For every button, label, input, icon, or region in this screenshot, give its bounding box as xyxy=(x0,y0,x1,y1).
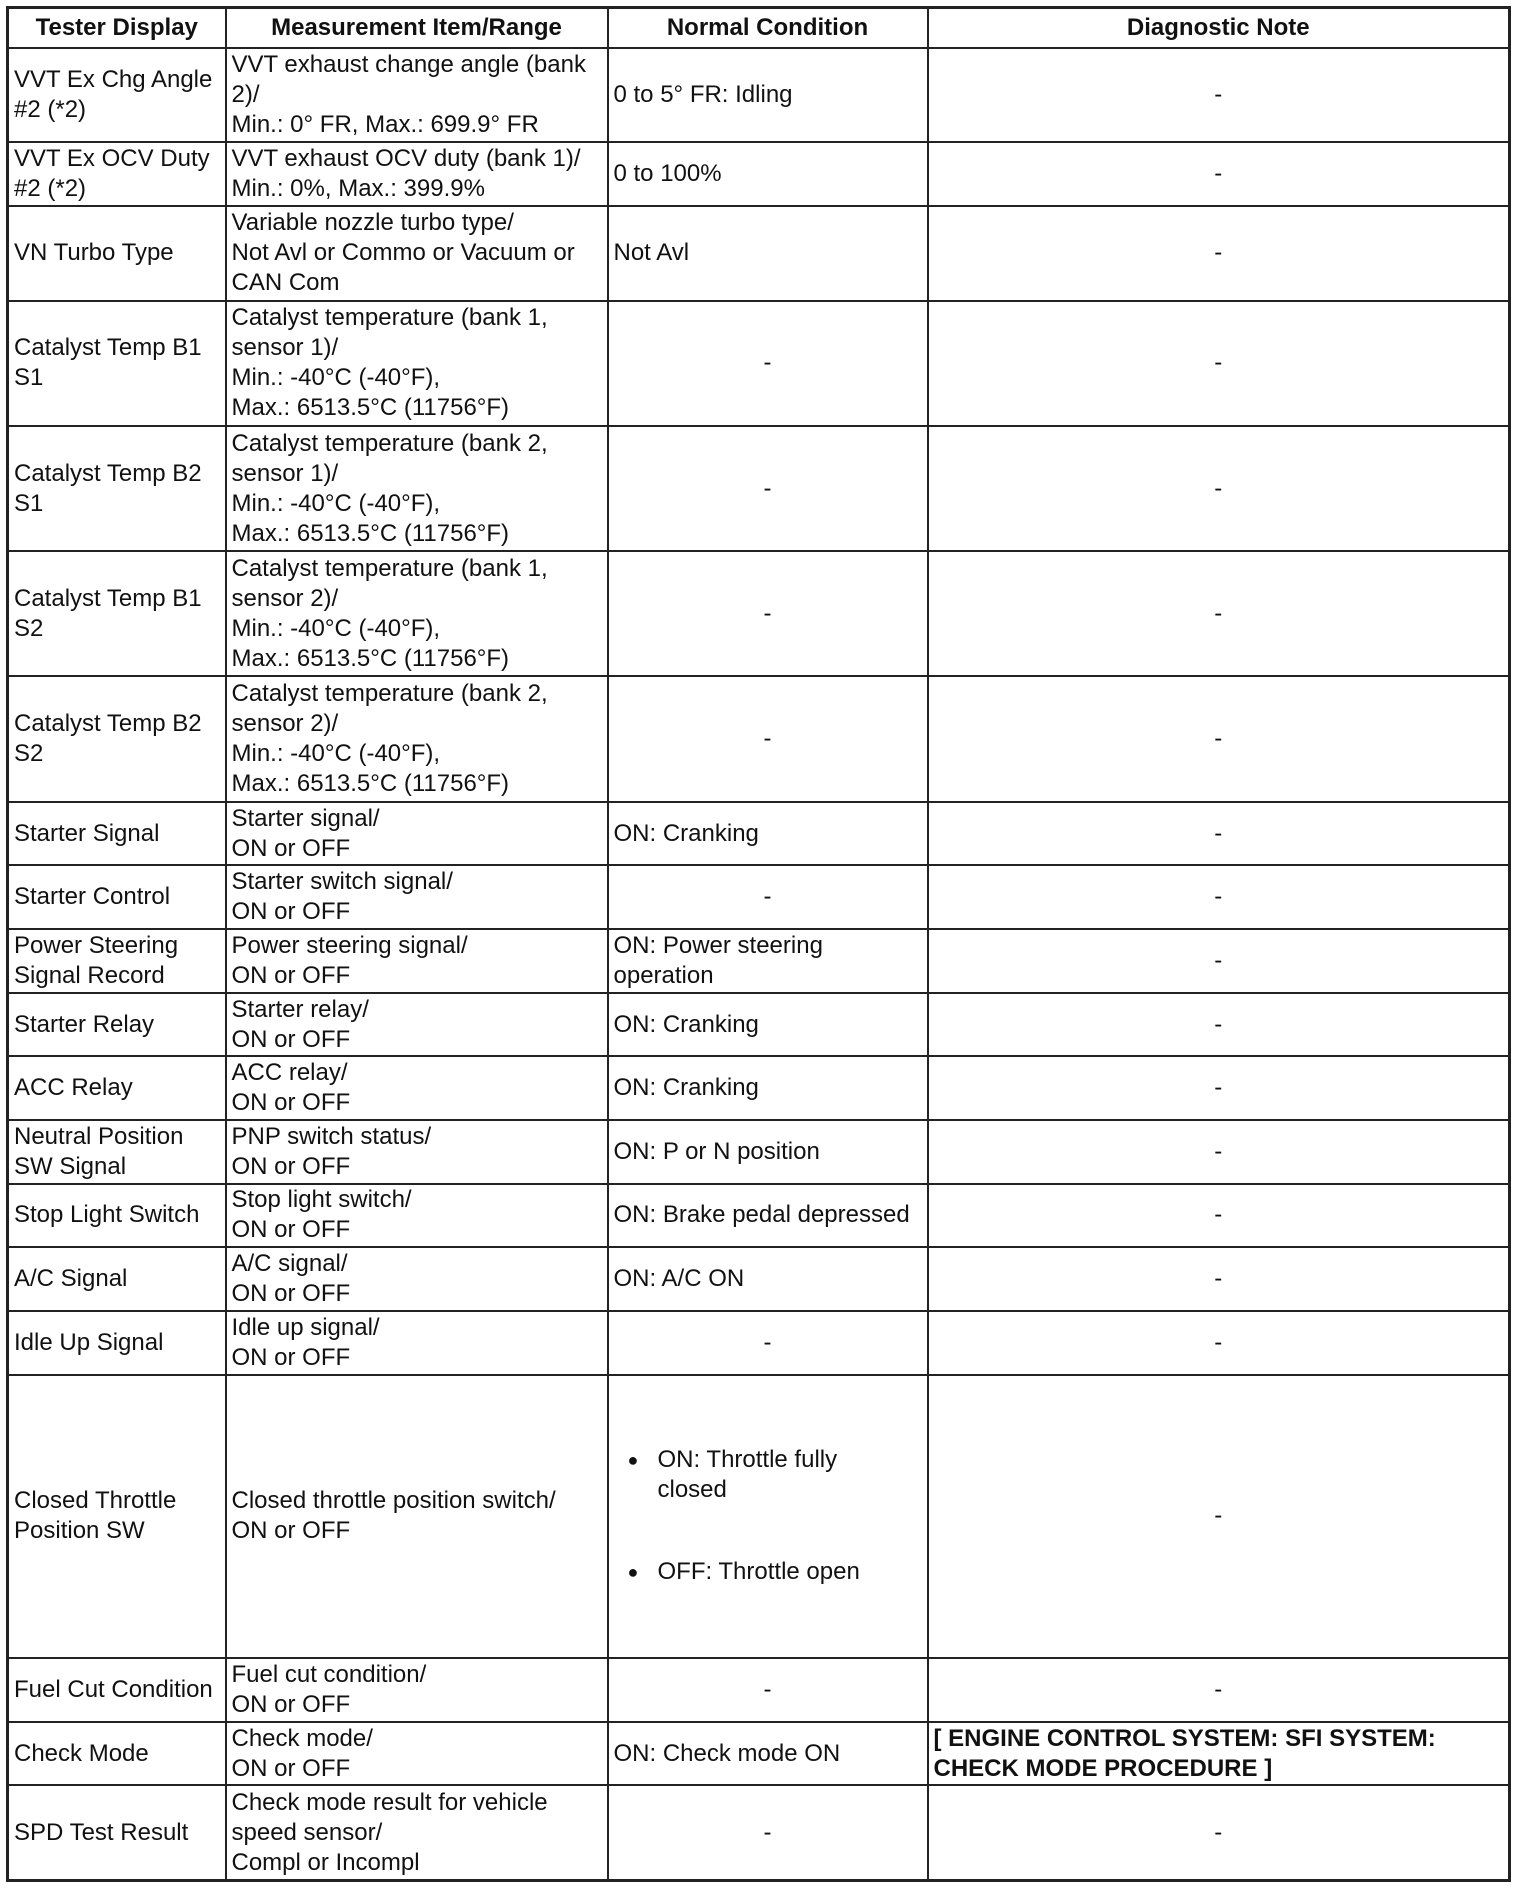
measurement-range-cell: A/C signal/ ON or OFF xyxy=(226,1247,608,1311)
normal-condition-cell: ON: Brake pedal depressed xyxy=(608,1184,928,1248)
diagnostic-note-cell: - xyxy=(928,1247,1510,1311)
header-tester-display: Tester Display xyxy=(8,8,226,49)
measurement-range-cell: Starter switch signal/ ON or OFF xyxy=(226,865,608,929)
measurement-range-cell: Check mode/ ON or OFF xyxy=(226,1722,608,1786)
diagnostic-note-cell: - xyxy=(928,206,1510,300)
table-row xyxy=(8,142,1510,206)
tester-display-cell: SPD Test Result xyxy=(8,1785,226,1880)
normal-condition-cell: 0 to 5° FR: Idling xyxy=(608,48,928,142)
table-row xyxy=(8,802,1510,866)
normal-condition-cell: - xyxy=(608,1785,928,1880)
measurement-range-cell: Catalyst temperature (bank 2, sensor 1)/ Min.: -40°C (-40°F), Max.: 6513.5°C (11756°F) xyxy=(226,426,608,551)
measurement-range-cell: VVT exhaust OCV duty (bank 1)/ Min.: 0%, Max.: 399.9% xyxy=(226,142,608,206)
measurement-range-cell: VVT exhaust change angle (bank 2)/ Min.: 0° FR, Max.: 699.9° FR xyxy=(226,48,608,142)
tester-display-cell: Power Steering Signal Record xyxy=(8,929,226,993)
tester-display-cell: Closed Throttle Position SW xyxy=(8,1375,226,1658)
table-header-row xyxy=(8,8,1510,49)
normal-condition-cell: - xyxy=(608,426,928,551)
diagnostic-note-cell: - xyxy=(928,301,1510,426)
tester-display-cell: VVT Ex Chg Angle #2 (*2) xyxy=(8,48,226,142)
diagnostic-note-cell: - xyxy=(928,1658,1510,1722)
normal-condition-cell: - xyxy=(608,1658,928,1722)
header-measurement-item: Measurement Item/Range xyxy=(226,8,608,49)
table-row xyxy=(8,551,1510,676)
table-row xyxy=(8,1056,1510,1120)
table-row xyxy=(8,1722,1510,1786)
normal-condition-cell: ON: Cranking xyxy=(608,802,928,866)
normal-condition-cell: - xyxy=(608,865,928,929)
normal-condition-bullet-list xyxy=(614,1409,922,1623)
measurement-range-cell: PNP switch status/ ON or OFF xyxy=(226,1120,608,1184)
diagnostic-note-cell: - xyxy=(928,48,1510,142)
tester-display-cell: Idle Up Signal xyxy=(8,1311,226,1375)
measurement-range-cell: Catalyst temperature (bank 2, sensor 2)/ Min.: -40°C (-40°F), Max.: 6513.5°C (11756°F) xyxy=(226,676,608,801)
diagnostic-note-cell: - xyxy=(928,929,1510,993)
normal-condition-cell: - xyxy=(608,676,928,801)
diagnostic-note-cell: - xyxy=(928,1311,1510,1375)
diagnostic-note-cell: - xyxy=(928,1375,1510,1658)
header-normal-condition: Normal Condition xyxy=(608,8,928,49)
table-row xyxy=(8,426,1510,551)
diagnostic-note-cell: - xyxy=(928,551,1510,676)
tester-display-cell: Catalyst Temp B1 S1 xyxy=(8,301,226,426)
table-row xyxy=(8,865,1510,929)
tester-display-cell: Starter Control xyxy=(8,865,226,929)
measurement-range-cell: Check mode result for vehicle speed sensor/ Compl or Incompl xyxy=(226,1785,608,1880)
diagnostic-note-cell: - xyxy=(928,676,1510,801)
measurement-range-cell: Starter signal/ ON or OFF xyxy=(226,802,608,866)
diagnostic-note-link[interactable]: [ ENGINE CONTROL SYSTEM: SFI SYSTEM: CHECK MODE PROCEDURE ] xyxy=(928,1722,1510,1786)
normal-condition-cell: ON: P or N position xyxy=(608,1120,928,1184)
tester-display-cell: Stop Light Switch xyxy=(8,1184,226,1248)
normal-condition-cell: - xyxy=(608,301,928,426)
table-row xyxy=(8,1785,1510,1880)
normal-condition-cell: 0 to 100% xyxy=(608,142,928,206)
measurement-range-cell: Catalyst temperature (bank 1, sensor 2)/ Min.: -40°C (-40°F), Max.: 6513.5°C (11756°F) xyxy=(226,551,608,676)
tester-display-cell: Starter Signal xyxy=(8,802,226,866)
diagnostic-note-cell: - xyxy=(928,426,1510,551)
tester-display-cell: ACC Relay xyxy=(8,1056,226,1120)
normal-condition-cell: ON: Cranking xyxy=(608,1056,928,1120)
measurement-range-cell: Catalyst temperature (bank 1, sensor 1)/ Min.: -40°C (-40°F), Max.: 6513.5°C (11756°F) xyxy=(226,301,608,426)
normal-condition-cell: ON: Cranking xyxy=(608,993,928,1057)
table-row xyxy=(8,1311,1510,1375)
normal-condition-cell: ON: A/C ON xyxy=(608,1247,928,1311)
tester-display-cell: Fuel Cut Condition xyxy=(8,1658,226,1722)
normal-condition-cell: ON: Power steering operation xyxy=(608,929,928,993)
normal-condition-cell: ON: Check mode ON xyxy=(608,1722,928,1786)
normal-condition-cell: - xyxy=(608,1311,928,1375)
table-row xyxy=(8,1120,1510,1184)
diagnostic-note-cell: - xyxy=(928,1785,1510,1880)
table-row xyxy=(8,676,1510,801)
measurement-range-cell: Starter relay/ ON or OFF xyxy=(226,993,608,1057)
measurement-range-cell: ACC relay/ ON or OFF xyxy=(226,1056,608,1120)
diagnostic-data-table xyxy=(6,6,1511,1882)
measurement-range-cell: Closed throttle position switch/ ON or OFF xyxy=(226,1375,608,1658)
table-row xyxy=(8,1184,1510,1248)
tester-display-cell: A/C Signal xyxy=(8,1247,226,1311)
tester-display-cell: Catalyst Temp B2 S1 xyxy=(8,426,226,551)
diagnostic-note-cell: - xyxy=(928,993,1510,1057)
tester-display-cell: VVT Ex OCV Duty #2 (*2) xyxy=(8,142,226,206)
measurement-range-cell: Stop light switch/ ON or OFF xyxy=(226,1184,608,1248)
tester-display-cell: Catalyst Temp B2 S2 xyxy=(8,676,226,801)
normal-condition-bullet: ● ON: Throttle fully closed xyxy=(658,1445,922,1505)
tester-display-cell: Check Mode xyxy=(8,1722,226,1786)
diagnostic-note-cell: - xyxy=(928,1184,1510,1248)
table-row xyxy=(8,929,1510,993)
measurement-range-cell: Fuel cut condition/ ON or OFF xyxy=(226,1658,608,1722)
measurement-range-cell: Power steering signal/ ON or OFF xyxy=(226,929,608,993)
table-row xyxy=(8,301,1510,426)
normal-condition-bullet: ● OFF: Throttle open xyxy=(658,1557,922,1587)
normal-condition-cell: - xyxy=(608,551,928,676)
table-row xyxy=(8,993,1510,1057)
table-row xyxy=(8,206,1510,300)
diagnostic-note-cell: - xyxy=(928,802,1510,866)
header-diagnostic-note: Diagnostic Note xyxy=(928,8,1510,49)
table-row xyxy=(8,1247,1510,1311)
measurement-range-cell: Idle up signal/ ON or OFF xyxy=(226,1311,608,1375)
diagnostic-note-cell: - xyxy=(928,1120,1510,1184)
tester-display-cell: Neutral Position SW Signal xyxy=(8,1120,226,1184)
table-row xyxy=(8,48,1510,142)
measurement-range-cell: Variable nozzle turbo type/ Not Avl or Commo or Vacuum or CAN Com xyxy=(226,206,608,300)
diagnostic-note-cell: - xyxy=(928,1056,1510,1120)
diagnostic-note-cell: - xyxy=(928,865,1510,929)
table-row xyxy=(8,1658,1510,1722)
tester-display-cell: VN Turbo Type xyxy=(8,206,226,300)
normal-condition-cell xyxy=(608,1375,928,1658)
table-row xyxy=(8,1375,1510,1658)
tester-display-cell: Catalyst Temp B1 S2 xyxy=(8,551,226,676)
tester-display-cell: Starter Relay xyxy=(8,993,226,1057)
diagnostic-note-cell: - xyxy=(928,142,1510,206)
normal-condition-cell: Not Avl xyxy=(608,206,928,300)
